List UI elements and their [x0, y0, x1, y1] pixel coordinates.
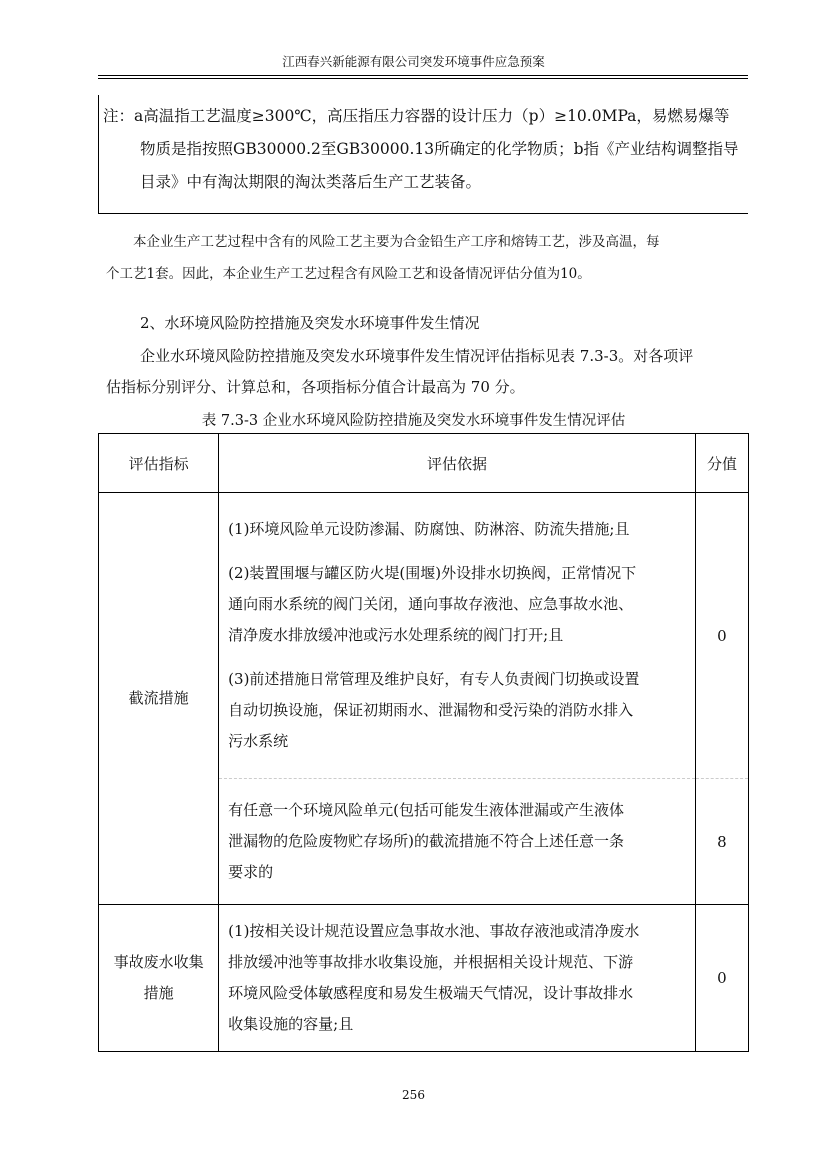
basis-line: 有任意一个环境风险单元(包括可能发生液体泄漏或产生液体 — [228, 801, 625, 819]
header-score: 分值 — [695, 434, 748, 493]
basis-line: (1)环境风险单元设防渗漏、防腐蚀、防淋溶、防流失措施;且 — [228, 520, 630, 538]
table-row — [99, 493, 749, 779]
basis-cell — [219, 493, 696, 779]
basis-line: 清净废水排放缓冲池或污水处理系统的阀门打开;且 — [228, 626, 564, 644]
header-basis: 评估依据 — [219, 434, 696, 493]
basis-line: (1)按相关设计规范设置应急事故水池、事故存液池或清净废水 — [228, 922, 640, 940]
basis-line: 排放缓冲池等事故排水收集设施，并根据相关设计规范、下游 — [228, 953, 634, 971]
indicator-text: 措施 — [143, 984, 174, 1002]
indicator-text: 截流措施 — [128, 689, 189, 707]
basis-line: 通向雨水系统的阀门关闭，通向事故存液池、应急事故水池、 — [228, 595, 634, 613]
basis-line: (3)前述措施日常管理及维护良好，有专人负责阀门切换或设置 — [228, 670, 640, 688]
table-caption: 表 7.3-3 企业水环境风险防控措施及突发水环境事件发生情况评估 — [201, 413, 626, 429]
basis-line: (2)装置围堰与罐区防火堤(围堰)外设排水切换阀，正常情况下 — [228, 564, 637, 582]
header-indicator: 评估指标 — [99, 434, 219, 493]
table-row — [99, 905, 749, 1052]
basis-line: 泄漏物的危险废物贮存场所)的截流措施不符合上述任意一条 — [228, 832, 625, 850]
header-rule — [98, 75, 748, 76]
page-header: 江西春兴新能源有限公司突发环境事件应急预案 — [282, 54, 545, 69]
table-header-row — [99, 434, 749, 493]
paragraph-1-line-2: 个工艺1套。因此，本企业生产工艺过程含有风险工艺和设备情况评估分值为10。 — [106, 266, 591, 282]
note-line-3: 目录》中有淘汰期限的淘汰类落后生产工艺装备。 — [140, 173, 482, 191]
paragraph-1-line-1: 本企业生产工艺过程中含有的风险工艺主要为合金铅生产工序和熔铸工艺，涉及高温，每 — [133, 234, 660, 250]
header-rule-thick — [98, 78, 748, 79]
score-cell: 0 — [695, 493, 748, 779]
basis-line: 自动切换设施，保证初期雨水、泄漏物和受污染的消防水排入 — [228, 701, 634, 719]
score-cell: 0 — [695, 905, 748, 1052]
evaluation-table — [98, 433, 749, 1052]
section-heading: 2、水环境风险防控措施及突发水环境事件发生情况 — [140, 314, 480, 332]
basis-line: 收集设施的容量;且 — [228, 1015, 354, 1033]
score-cell: 8 — [695, 779, 748, 905]
indicator-interception — [99, 493, 219, 905]
indicator-text: 事故废水收集 — [113, 953, 204, 971]
basis-cell — [219, 905, 696, 1052]
basis-line: 污水系统 — [228, 732, 289, 750]
note-line-1: 注：a高温指工艺温度≥300℃，高压指压力容器的设计压力（p）≥10.0MPa，易燃易爆等 — [103, 107, 730, 125]
indicator-wastewater-collection — [99, 905, 219, 1052]
paragraph-2-line-1: 企业水环境风险防控措施及突发水环境事件发生情况评估指标见表 7.3-3。对各项评 — [140, 347, 694, 365]
paragraph-2-line-2: 估指标分别评分、计算总和，各项指标分值合计最高为 70 分。 — [106, 378, 525, 396]
note-box-left-border — [98, 95, 99, 213]
basis-cell — [219, 779, 696, 905]
note-line-2: 物质是指按照GB30000.2至GB30000.13所确定的化学物质；b指《产业结构调整指导 — [140, 140, 739, 158]
page-number: 256 — [402, 1088, 425, 1102]
basis-line: 要求的 — [228, 863, 274, 881]
basis-line: 环境风险受体敏感程度和易发生极端天气情况，设计事故排水 — [228, 984, 634, 1002]
